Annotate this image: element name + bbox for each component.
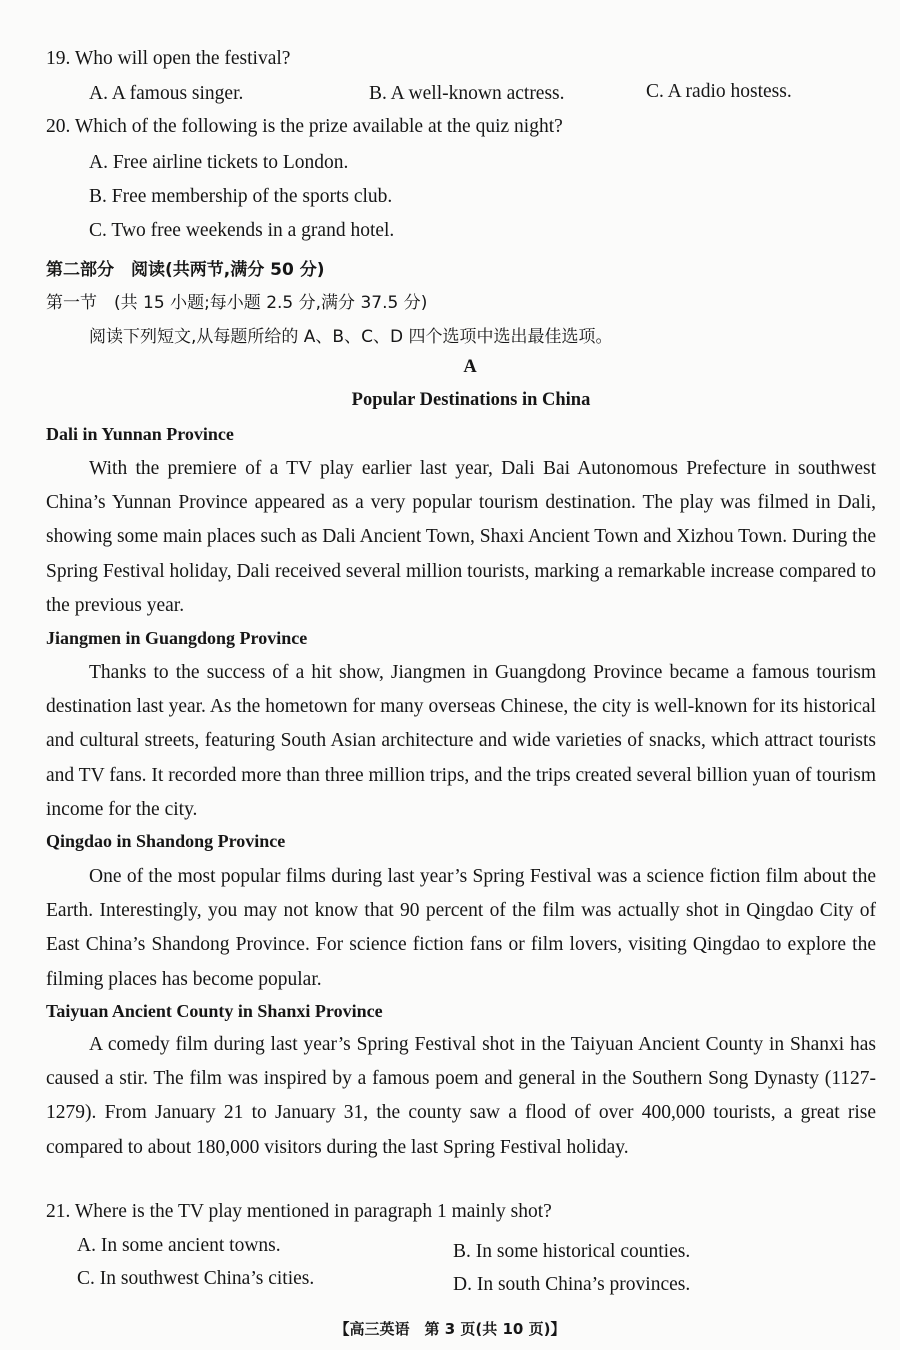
paragraph-dali: With the premiere of a TV play earlier last year, Dali Bai Autonomous Prefecture in southwest China’s Yunnan Province appeared as a very popular tourism destination. The play was filmed in Dali, showing some main places such as Dali Ancient Town, Shaxi Ancient Town and Xizhou Town. During the Spring Festival holiday, Dali received several million tourists, marking a remarkable increase compared to the previous year.	[46, 458, 876, 616]
instruction: 阅读下列短文,从每题所给的 A、B、C、D 四个选项中选出最佳选项。	[89, 327, 613, 347]
q20-option-c: C. Two free weekends in a grand hotel.	[89, 220, 395, 241]
passage-title: Popular Destinations in China	[351, 390, 591, 410]
question-19: 19. Who will open the festival?	[46, 48, 291, 69]
paragraph-qingdao: One of the most popular films during last year’s Spring Festival was a science fiction film about the Earth. Interestingly, you may not know that 90 percent of the film was actually shot in Qingdao City of East China’s Shandong Province. For science fiction fans or film lovers, visiting Qingdao to explore the filming places has become popular.	[46, 866, 876, 990]
q21-option-a: A. In some ancient towns.	[77, 1235, 281, 1256]
paragraph-jiangmen: Thanks to the success of a hit show, Jiangmen in Guangdong Province became a famous tourism destination last year. As the hometown for many overseas Chinese, the city is well-known for its historical and cultural streets, featuring South Asian architecture and wide varieties of snacks, which attract tourists and TV fans. It recorded more than three million trips, and the trips created several billion yuan of tourism income for the city.	[46, 662, 876, 820]
page-footer: 【高三英语 第 3 页(共 10 页)】	[334, 1320, 566, 1338]
question-20: 20. Which of the following is the prize available at the quiz night?	[46, 116, 563, 137]
passage-label: A	[463, 357, 477, 377]
section-heading-jiangmen: Jiangmen in Guangdong Province	[46, 628, 308, 648]
part-title: 第二部分 阅读(共两节,满分 50 分)	[46, 260, 325, 280]
subsection-title: 第一节 (共 15 小题;每小题 2.5 分,满分 37.5 分)	[46, 293, 428, 313]
question-21: 21. Where is the TV play mentioned in paragraph 1 mainly shot?	[46, 1201, 552, 1222]
section-heading-qingdao: Qingdao in Shandong Province	[46, 831, 286, 851]
section-heading-dali: Dali in Yunnan Province	[46, 424, 234, 444]
q20-option-b: B. Free membership of the sports club.	[89, 186, 393, 207]
paragraph-taiyuan: A comedy film during last year’s Spring Festival shot in the Taiyuan Ancient County in Shanxi has caused a stir. The film was inspired by a famous poem and general in the Southern Song Dynasty (1127-1279). From January 21 to January 31, the county saw a flood of over 400,000 tourists, a great rise compared to about 180,000 visitors during the last Spring Festival holiday.	[46, 1034, 876, 1158]
q21-option-b: B. In some historical counties.	[453, 1241, 691, 1262]
q21-option-c: C. In southwest China’s cities.	[77, 1268, 315, 1289]
q19-option-c: C. A radio hostess.	[646, 81, 792, 102]
q21-option-d: D. In south China’s provinces.	[453, 1274, 691, 1295]
q20-option-a: A. Free airline tickets to London.	[89, 152, 349, 173]
q19-option-b: B. A well-known actress.	[369, 83, 565, 104]
section-heading-taiyuan: Taiyuan Ancient County in Shanxi Province	[46, 1001, 383, 1021]
q19-option-a: A. A famous singer.	[89, 83, 244, 104]
